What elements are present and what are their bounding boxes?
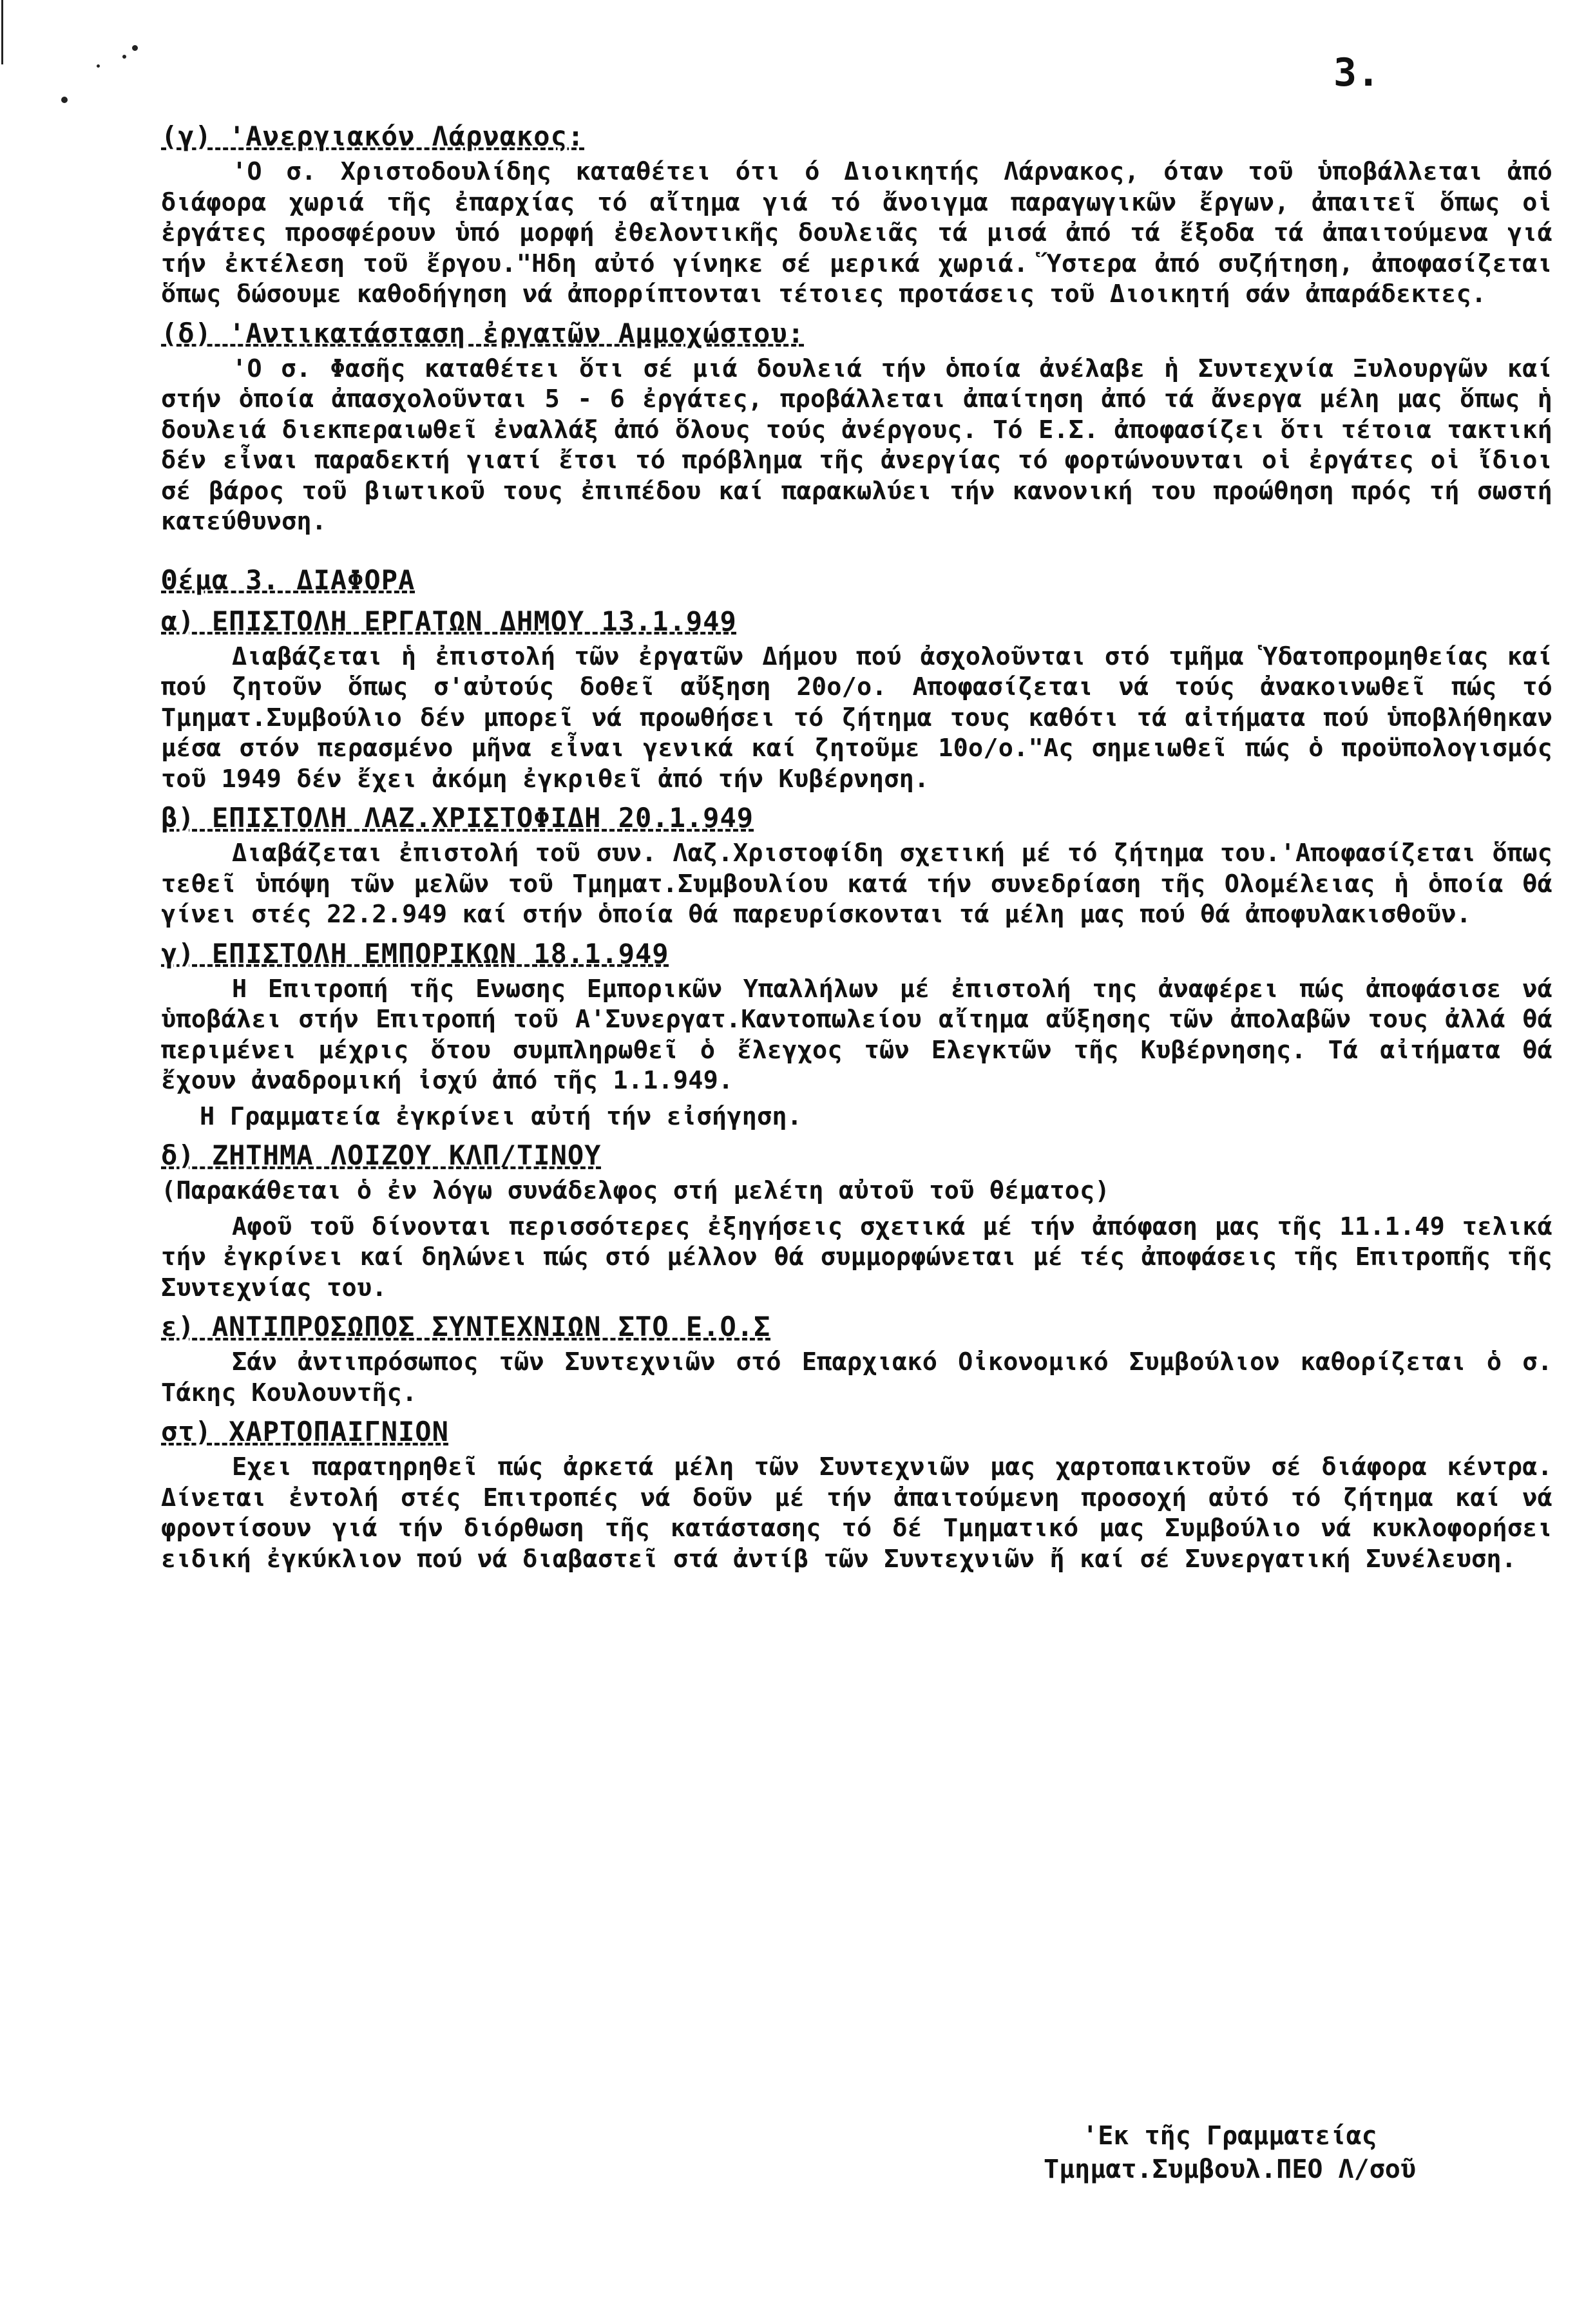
section-heading: α) ΕΠΙΣΤΟΛΗ ΕΡΓΑΤΩΝ ΔΗΜΟΥ 13.1.949 [161, 605, 737, 637]
paragraph: Διαβάζεται ἐπιστολή τοῦ συν. Λαζ.Χριστοφίδη σχετική μέ τό ζήτημα του.'Αποφασίζεται ὅπως τεθεῖ ὑπόψη τῶν μελῶν τοῦ Τμηματ.Συμβουλίου κατά τήν συνεδρίαση τῆς Ολομέλειας ἡ ὁποία θά γίνει στές 22.2.949 καί στήν ὁποία θά παρευρίσκονται τά μέλη μας πού θά ἀποφυλακισθοῦν. [161, 839, 1552, 929]
scan-speck [97, 64, 100, 68]
section-gamma [161, 119, 1552, 310]
paragraph: 'Ο σ. Φασῆς καταθέτει ὅτι σέ μιά δουλειά τήν ὁποία ἀνέλαβε ἡ Συντεχνία Ξυλουργῶν καί στήν ὁποία ἀπασχολοῦνται 5 - 6 ἐργάτες, προβάλλεται ἀπαίτηση ἀπό τά ἄνεργα μέλη μας ὅπως ἡ δουλειά διεκπεραιωθεῖ ἐναλλάξ ἀπό ὅλους τούς ἀνέργους. Τό Ε.Σ. ἀποφασίζει ὅτι τέτοια τακτική δέν εἶναι παραδεκτή γιατί ἔτσι τό πρόβλημα τῆς ἀνεργίας τό φορτώνουνται οἱ ἐργάτες οἱ ἴδιοι σέ βάρος τοῦ βιωτικοῦ τους ἐπιπέδου καί παρακωλύει τήν κανονική του προώθηση πρός τή σωστή κατεύθυνση. [161, 354, 1552, 536]
section-heading: στ) ΧΑΡΤΟΠΑΙΓΝΙΟΝ [161, 1416, 449, 1447]
signature-line-2: Τμηματ.Συμβουλ.ΠΕΟ Λ/σοῦ [1044, 2155, 1416, 2184]
section-delta [161, 316, 1552, 537]
scan-speck [122, 55, 126, 59]
paragraph: Η Γραμματεία ἐγκρίνει αὐτή τήν εἰσήγηση. [200, 1101, 803, 1131]
paragraph: Διαβάζεται ἡ ἐπιστολή τῶν ἐργατῶν Δήμου πού ἀσχολοῦνται στό τμῆμα Ὑδατοπρομηθείας καί πού ζητοῦν ὅπως σ'αὐτούς δοθεῖ αὔξηση 20ο/ο. Αποφασίζεται νά τούς ἀνακοινωθεῖ πώς τό Τμηματ.Συμβούλιο δέν μπορεῖ νά προωθήσει τό ζήτημα τους καθότι τά αἰτήματα πού ὑποβλήθηκαν μέσα στόν περασμένο μῆνα εἶναι γενικά καί ζητοῦμε 10ο/ο."Ας σημειωθεῖ πώς ὁ προϋπολογισμός τοῦ 1949 δέν ἔχει ἀκόμη ἐγκριθεῖ ἀπό τήν Κυβέρνηση. [161, 642, 1552, 794]
paragraph: Σάν ἀντιπρόσωπος τῶν Συντεχνιῶν στό Επαρχιακό Οἰκονομικό Συμβούλιον καθορίζεται ὁ σ. Τάκης Κουλουντῆς. [161, 1348, 1552, 1407]
section-e [161, 1310, 1552, 1408]
paragraph: Η Επιτροπή τῆς Ενωσης Εμπορικῶν Υπαλλήλων μέ ἐπιστολή της ἀναφέρει πώς ἀποφάσισε νά ὑποβάλει στήν Επιτροπή τοῦ Α'Συνεργατ.Καντοπωλείου αἴτημα αὔξησης τῶν ἀπολαβῶν τους ἀλλά θά περιμένει μέχρις ὅτου συμπληρωθεῖ ὁ ἔλεγχος τῶν Ελεγκτῶν τῆς Κυβέρνησης. Τά αἰτήματα θά ἔχουν ἀναδρομική ἰσχύ ἀπό τῆς 1.1.949. [161, 974, 1552, 1095]
signature-block [1044, 2119, 1416, 2186]
scan-speck [132, 45, 138, 51]
scan-edge-line [1, 0, 3, 64]
section-heading: γ) ΕΠΙΣΤΟΛΗ ΕΜΠΟΡΙΚΩΝ 18.1.949 [161, 937, 669, 969]
section-heading: (δ) 'Αντικατάσταση ἐργατῶν Αμμοχώστου: [161, 317, 805, 349]
section-g [161, 937, 1552, 1132]
section-b [161, 801, 1552, 930]
section-d2 [161, 1138, 1552, 1303]
section-heading: Θέμα 3. ΔΙΑΦΟΡΑ [161, 564, 415, 596]
signature-line-1: 'Εκ τῆς Γραμματείας [1082, 2121, 1377, 2151]
paragraph: Εχει παρατηρηθεῖ πώς ἀρκετά μέλη τῶν Συντεχνιῶν μας χαρτοπαικτοῦν σέ διάφορα κέντρα. Δίνεται ἐντολή στές Επιτροπές νά δοῦν μέ τήν ἀπαιτούμενη προσοχή αὐτό τό ζήτημα καί νά φροντίσουν γιά τήν διόρθωση τῆς κατάστασης τό δέ Τμηματικό μας Συμβούλιο νά κυκλοφορήσει ειδική ἐγκύκλιον πού νά διαβαστεῖ στά ἀντίβ τῶν Συντεχνιῶν ἤ καί σέ Συνεργατική Συνέλευση. [161, 1452, 1552, 1574]
page-number: 3. [1333, 50, 1380, 95]
document-body [161, 113, 1552, 1579]
section-heading: δ) ΖΗΤΗΜΑ ΛΟΙΖΟΥ ΚΛΠ/ΤΙΝΟΥ [161, 1139, 602, 1171]
paragraph: 'Ο σ. Χριστοδουλίδης καταθέτει ότι ό Διοικητής Λάρνακος, όταν τοῦ ὑποβάλλεται ἀπό διάφορα χωριά τῆς ἐπαρχίας τό αἴτημα γιά τό ἄνοιγμα παραγωγικῶν ἔργων, ἀπαιτεῖ ὅπως οἱ ἐργάτες προσφέρουν ὑπό μορφή ἐθελοντικῆς δουλειᾶς τά μισά ἀπό τά ἔξοδα τά ἀπαιτούμενα γιά τήν ἐκτέλεση τοῦ ἔργου."Ηδη αὐτό γίνηκε σέ μερικά χωριά. Ὕστερα ἀπό συζήτηση, ἀποφασίζεται ὅπως δώσουμε καθοδήγηση νά ἀπορρίπτονται τέτοιες προτάσεις τοῦ Διοικητή σάν ἀπαράδεκτες. [161, 157, 1552, 309]
scan-speck [61, 97, 68, 103]
section-a [161, 604, 1552, 795]
section-thema3 [161, 563, 1552, 598]
section-heading: ε) ΑΝΤΙΠΡΟΣΩΠΟΣ ΣΥΝΤΕΧΝΙΩΝ ΣΤΟ Ε.Ο.Σ [161, 1311, 771, 1342]
paragraph: (Παρακάθεται ὁ ἐν λόγω συνάδελφος στή μελέτη αὐτοῦ τοῦ θέματος) [161, 1176, 1110, 1205]
paragraph: Αφοῦ τοῦ δίνονται περισσότερες ἐξηγήσεις σχετικά μέ τήν ἀπόφαση μας τῆς 11.1.49 τελικά τήν ἐγκρίνει καί δηλώνει πώς στό μέλλον θά συμμορφώνεται μέ τές ἀποφάσεις τῆς Επιτροπῆς τῆς Συντεχνίας του. [161, 1212, 1552, 1302]
section-st [161, 1414, 1552, 1574]
section-heading: β) ΕΠΙΣΤΟΛΗ ΛΑΖ.ΧΡΙΣΤΟΦΙΔΗ 20.1.949 [161, 802, 754, 833]
section-heading: (γ) 'Ανεργιακόν Λάρνακος: [161, 120, 585, 152]
